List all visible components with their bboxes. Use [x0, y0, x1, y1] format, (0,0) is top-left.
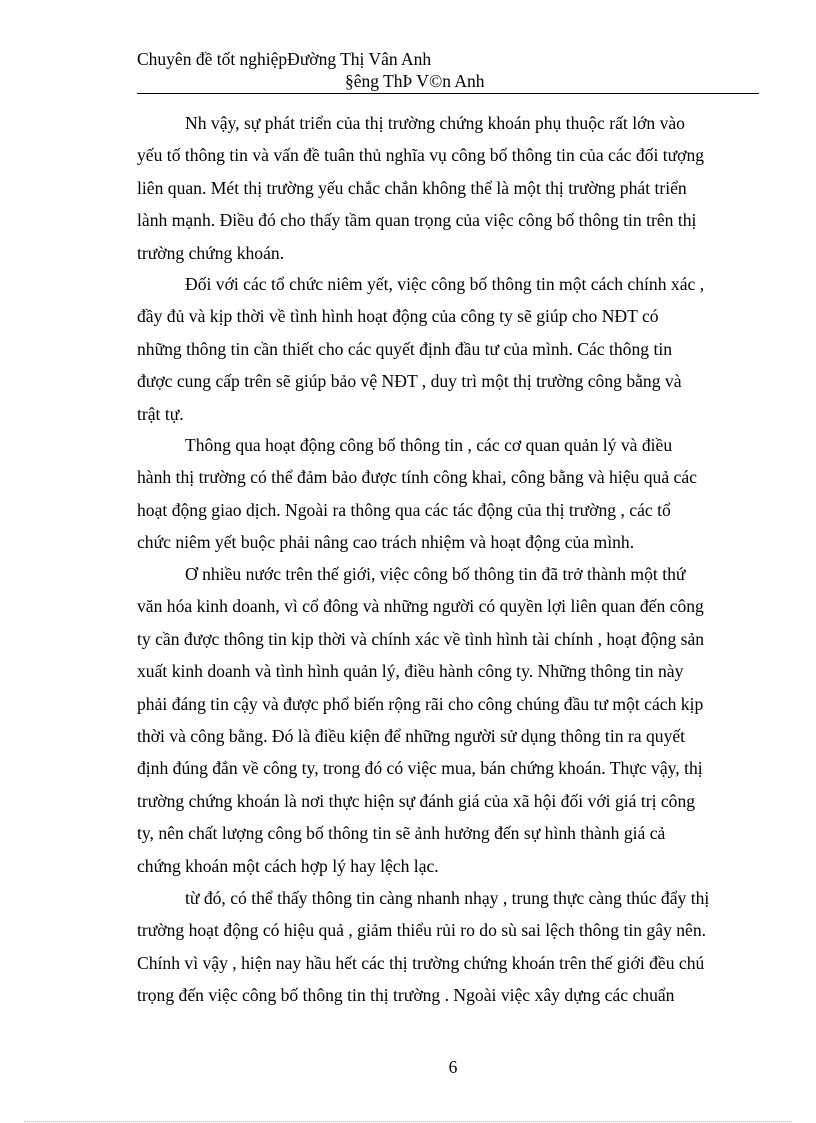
text-line: trường chứng khoán.	[137, 242, 285, 263]
text-line: từ đó, có thể thấy thông tin càng nhanh nhạy , trung thực càng thúc đẩy thị	[185, 888, 710, 908]
text-line: chức niêm yết buộc phải nâng cao trách nhiệm và hoạt động của mình.	[137, 532, 635, 553]
text-line: trọng đến việc công bố thông tin thị trường . Ngoài việc xây dựng các chuẩn	[137, 985, 675, 1006]
text-line: hành thị trường có thể đảm bảo được tính công khai, công bằng và hiệu quả các	[137, 467, 697, 488]
text-line: chứng khoán một cách hợp lý hay lệch lạc.	[137, 855, 439, 876]
page-bottom-divider	[24, 1121, 792, 1122]
text-line: ty, nên chất lượng công bố thông tin sẽ ảnh hưởng đến sự hình thành giá cả	[137, 823, 666, 844]
text-line: trường hoạt động có hiệu quả , giảm thiểu rủi ro do sù sai lệch thông tin gây nên.	[137, 920, 707, 941]
text-line: trường chứng khoán là nơi thực hiện sự đánh giá của xã hội đối với giá trị công	[137, 790, 696, 811]
text-line: hoạt động giao dịch. Ngoài ra thông qua các tác động của thị trường , các tổ	[137, 499, 671, 520]
text-line: những thông tin cần thiết cho các quyết định đầu tư của mình. Các thông tin	[137, 338, 673, 359]
text-line: thời và công bằng. Đó là điều kiện để những người sử dụng thông tin ra quyết	[137, 725, 686, 746]
text-line: ty cần được thông tin kịp thời và chính xác về tình hình tài chính , hoạt động sản	[137, 628, 705, 649]
running-header-author: §êng ThÞ V©n Anh	[345, 71, 485, 91]
text-line: được cung cấp trên sẽ giúp bảo vệ NĐT , duy trì một thị trường công bằng và	[137, 371, 682, 392]
paragraph-3	[137, 429, 759, 559]
text-line: Thông qua hoạt động công bố thông tin , các cơ quan quản lý và điều	[185, 435, 673, 455]
text-line: phải đáng tin cậy và được phổ biến rộng rãi cho công chúng đầu tư một cách kịp	[137, 693, 704, 714]
paragraph-5	[137, 882, 759, 1012]
text-line: văn hóa kinh doanh, vì cổ đông và những người có quyền lợi liên quan đến công	[137, 596, 704, 617]
running-header-title: Chuyên đề tốt nghiệpĐường Thị Vân Anh	[137, 49, 432, 69]
paragraph-1	[137, 107, 759, 269]
text-line: định đúng đắn về công ty, trong đó có việc mua, bán chứng khoán. Thực vậy, thị	[137, 758, 703, 779]
paragraph-4	[137, 558, 759, 882]
text-line: yếu tố thông tin và vấn đề tuân thủ nghĩa vụ công bố thông tin của các đối tượng	[137, 145, 705, 166]
text-line: Ơ nhiều nước trên thế giới, việc công bố thông tin đã trở thành một thứ	[185, 564, 686, 584]
text-line: đầy đủ và kịp thời về tình hình hoạt động của công ty sẽ giúp cho NĐT có	[137, 306, 659, 327]
text-line: liên quan. Mét thị trường yếu chắc chắn không thể là một thị trường phát triển	[137, 177, 687, 198]
page-number: 6	[448, 1057, 458, 1077]
header-divider	[137, 93, 759, 94]
paragraph-2	[137, 268, 759, 430]
text-line: trật tự.	[137, 403, 184, 424]
text-line: Đối với các tổ chức niêm yết, việc công bố thông tin một cách chính xác ,	[185, 274, 705, 294]
text-line: lành mạnh. Điều đó cho thấy tầm quan trọng của việc công bố thông tin trên thị	[137, 210, 697, 231]
text-line: Chính vì vậy , hiện nay hầu hết các thị trường chứng khoán trên thế giới đều chú	[137, 952, 705, 973]
text-line: xuất kinh doanh và tình hình quản lý, điều hành công ty. Những thông tin này	[137, 661, 684, 682]
text-line: Nh vậy, sự phát triển của thị trường chứng khoán phụ thuộc rất lớn vào	[185, 113, 685, 133]
